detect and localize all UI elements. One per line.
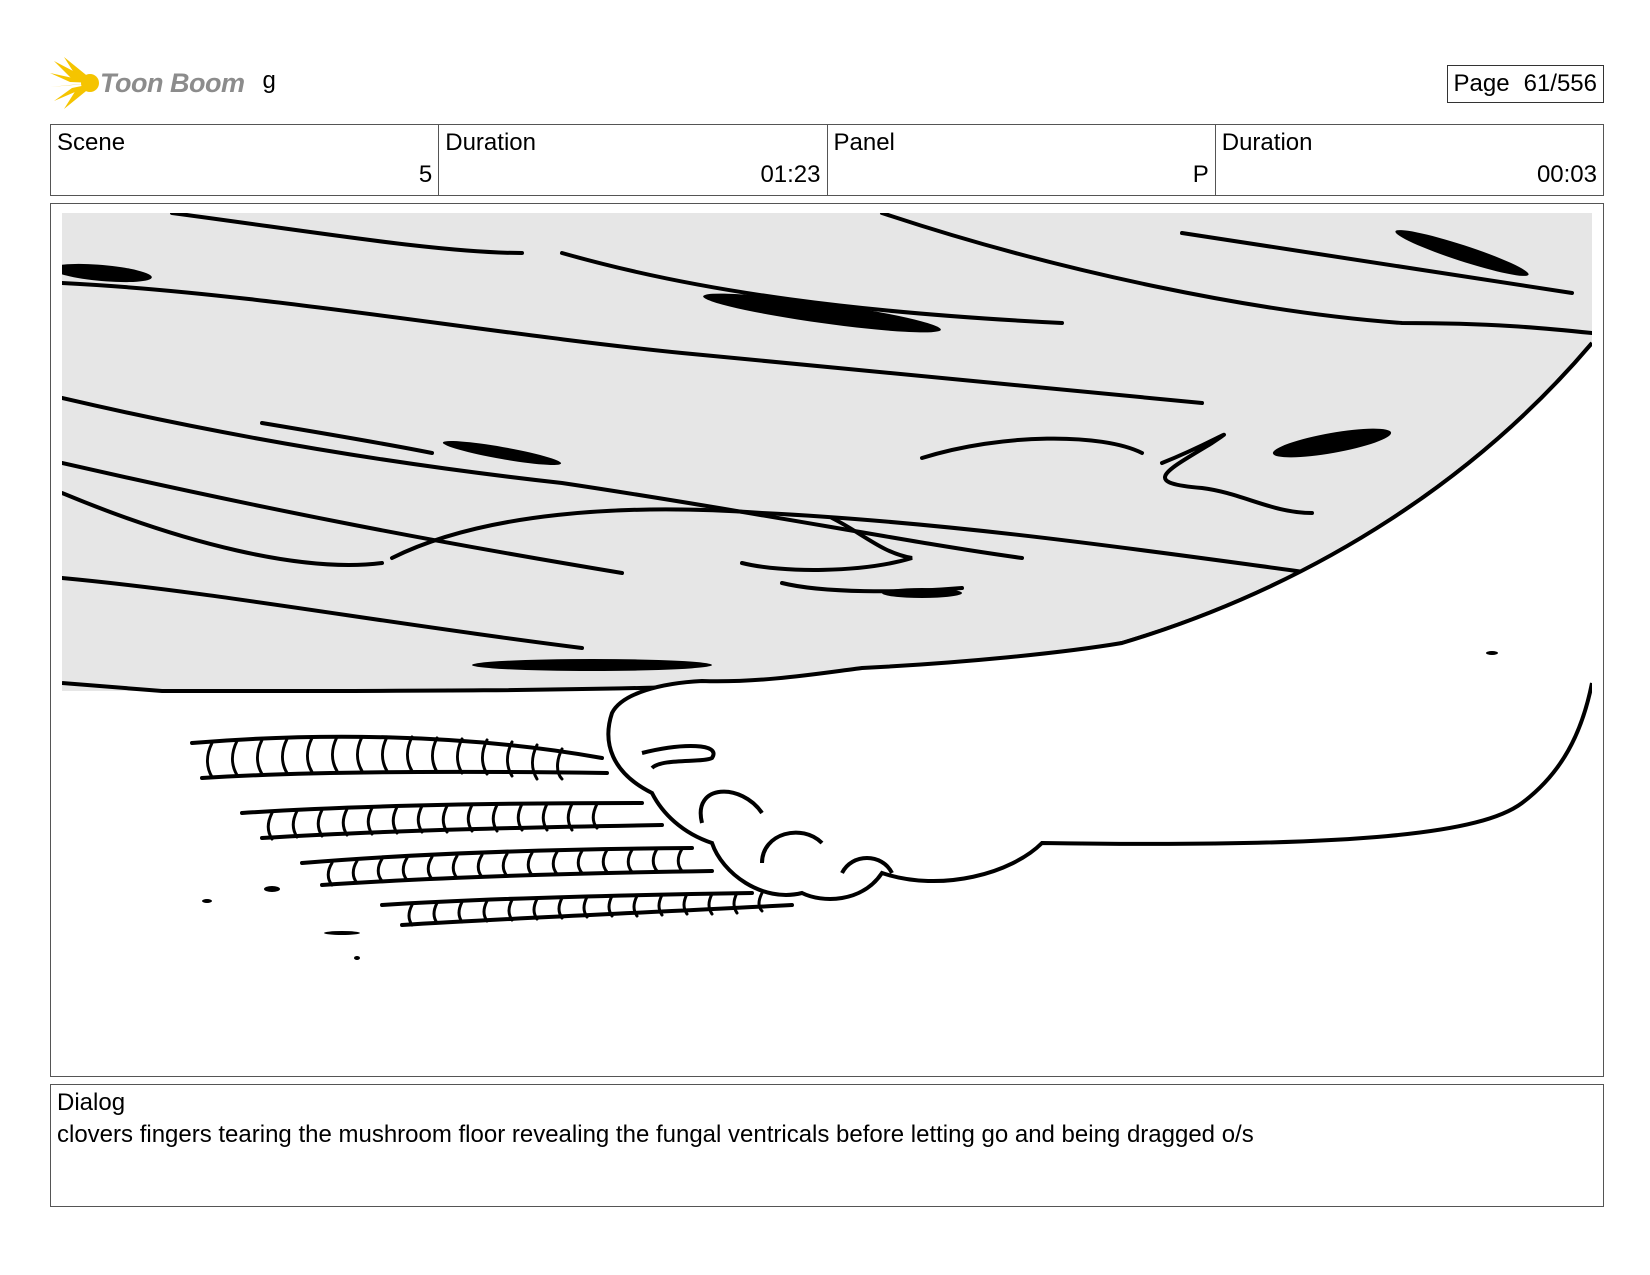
scene-info-table bbox=[50, 124, 1604, 196]
dialog-label: Dialog bbox=[57, 1089, 126, 1116]
panel-duration-value: 00:03 bbox=[1536, 161, 1597, 188]
panel-duration-cell bbox=[1216, 125, 1603, 195]
scene-duration-cell bbox=[439, 125, 827, 195]
logo-wordmark: Toon Boom bbox=[100, 67, 245, 98]
project-name: g bbox=[262, 67, 276, 94]
panel-cell bbox=[828, 125, 1216, 195]
scene-cell bbox=[51, 125, 439, 195]
dialog-text: clovers fingers tearing the mushroom floor revealing the fungal ventricals before letting go and being dragged o/s bbox=[57, 1121, 1254, 1148]
panel-value: P bbox=[1192, 161, 1209, 188]
storyboard-drawing bbox=[62, 213, 1592, 1068]
page-label: Page bbox=[1453, 70, 1510, 97]
page-header bbox=[50, 55, 1604, 115]
panel-duration-label: Duration bbox=[1221, 129, 1313, 156]
storyboard-panel-frame bbox=[50, 203, 1604, 1077]
scene-duration-value: 01:23 bbox=[760, 161, 821, 188]
scene-value: 5 bbox=[418, 161, 433, 188]
toon-boom-logo bbox=[50, 57, 276, 109]
scene-duration-label: Duration bbox=[445, 129, 536, 156]
scene-label: Scene bbox=[57, 129, 126, 156]
page-number: 61/556 bbox=[1523, 70, 1597, 97]
panel-label: Panel bbox=[833, 129, 895, 156]
starburst-icon bbox=[50, 57, 102, 109]
dialog-box bbox=[50, 1084, 1604, 1207]
page-indicator bbox=[1447, 65, 1604, 103]
